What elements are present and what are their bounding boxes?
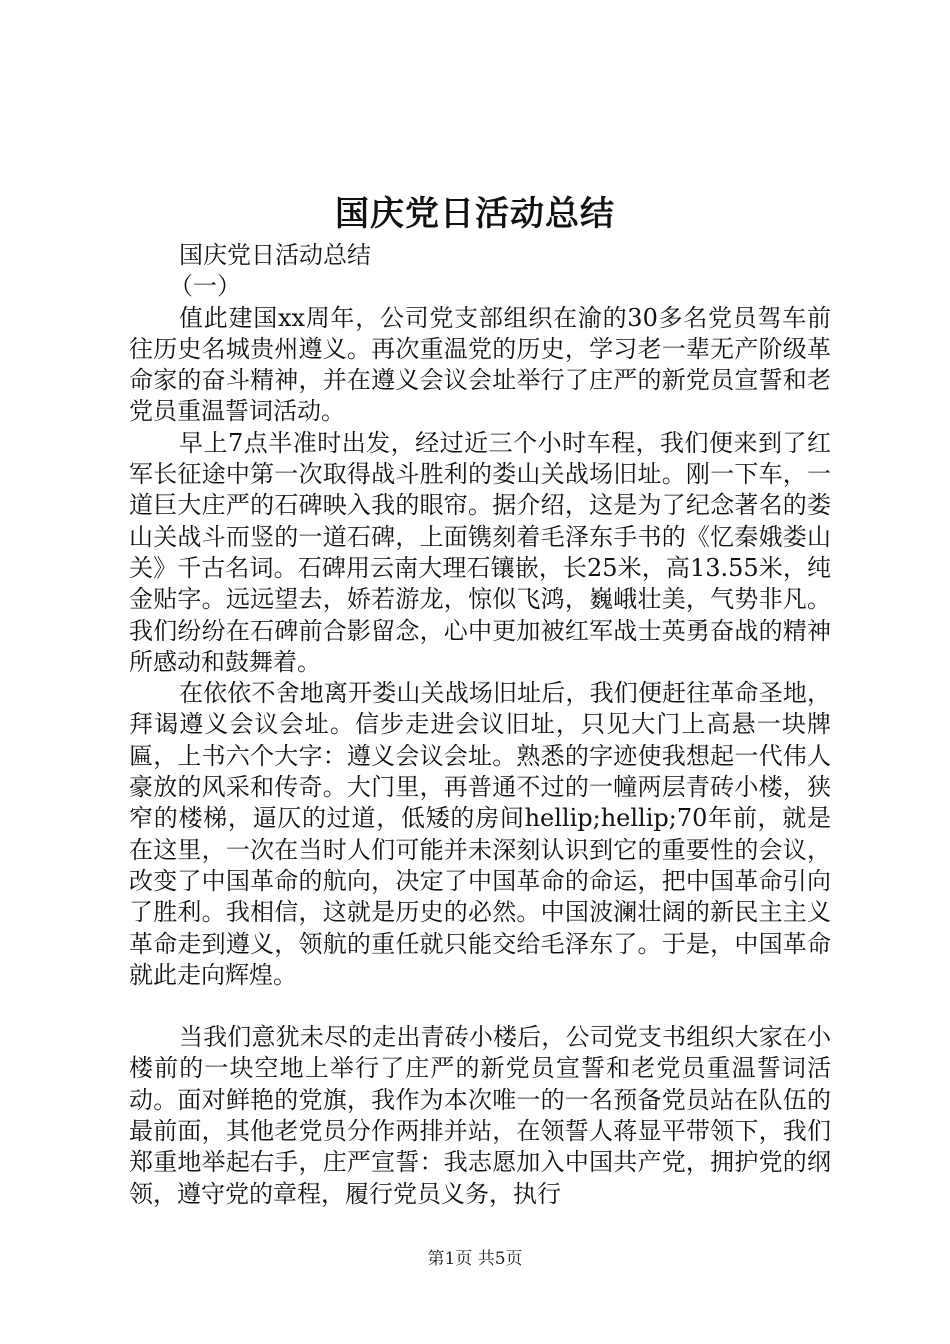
paragraph: 值此建国xx周年，公司党支部组织在渝的30多名党员驾车前往历史名城贵州遵义。再次重温党的历史，学习老一辈无产阶级革命家的奋斗精神，并在遵义会议会址举行了庄严的新党员宣誓和老党员重温誓词活动。 [129,303,831,426]
paragraph: 当我们意犹未尽的走出青砖小楼后，公司党支书组织大家在小楼前的一块空地上举行了庄严的新党员宣誓和老党员重温誓词活动。面对鲜艳的党旗，我作为本次唯一的一名预备党员站在队伍的最前面，其他老党员分作两排并站，在领誓人蒋显平带领下，我们郑重地举起右手，庄严宣誓：我志愿加入中国共产党，拥护党的纲领，遵守党的章程，履行党员义务，执行 [129,1023,831,1208]
paragraph: 早上7点半准时出发，经过近三个小时车程，我们便来到了红军长征途中第一次取得战斗胜利的娄山关战场旧址。刚一下车，一道巨大庄严的石碑映入我的眼帘。据介绍，这是为了纪念著名的娄山关战斗而竖的一道石碑，上面镌刻着毛泽东手书的《忆秦娥娄山关》千古名词。石碑用云南大理石镶嵌，长25米，高13.55米，纯金贴字。远远望去，娇若游龙，惊似飞鸿，巍峨壮美，气势非凡。我们纷纷在石碑前合影留念，心中更加被红军战士英勇奋战的精神所感动和鼓舞着。 [129,428,831,676]
section-number: （一） [169,272,241,301]
paragraph: 在依依不舍地离开娄山关战场旧址后，我们便赶往革命圣地，拜谒遵义会议会址。信步走进会议旧址，只见大门上高悬一块牌匾，上书六个大字：遵义会议会址。熟悉的字迹使我想起一代伟人豪放的风采和传奇。大门里，再普通不过的一幢两层青砖小楼，狭窄的楼梯，逼仄的过道，低矮的房间hellip;hellip;70年前，就是在这里，一次在当时人们可能并未深刻认识到它的重要性的会议，改变了中国革命的航向，决定了中国革命的命运，把中国革命引向了胜利。我相信，这就是历史的必然。中国波澜壮阔的新民主主义革命走到遵义，领航的重任就只能交给毛泽东了。于是，中国革命就此走向辉煌。 [129,679,831,989]
page-footer: 第1页 共5页 [427,1249,523,1269]
document-title: 国庆党日活动总结 [335,194,615,234]
subtitle: 国庆党日活动总结 [179,241,371,269]
document-body [129,240,831,1210]
